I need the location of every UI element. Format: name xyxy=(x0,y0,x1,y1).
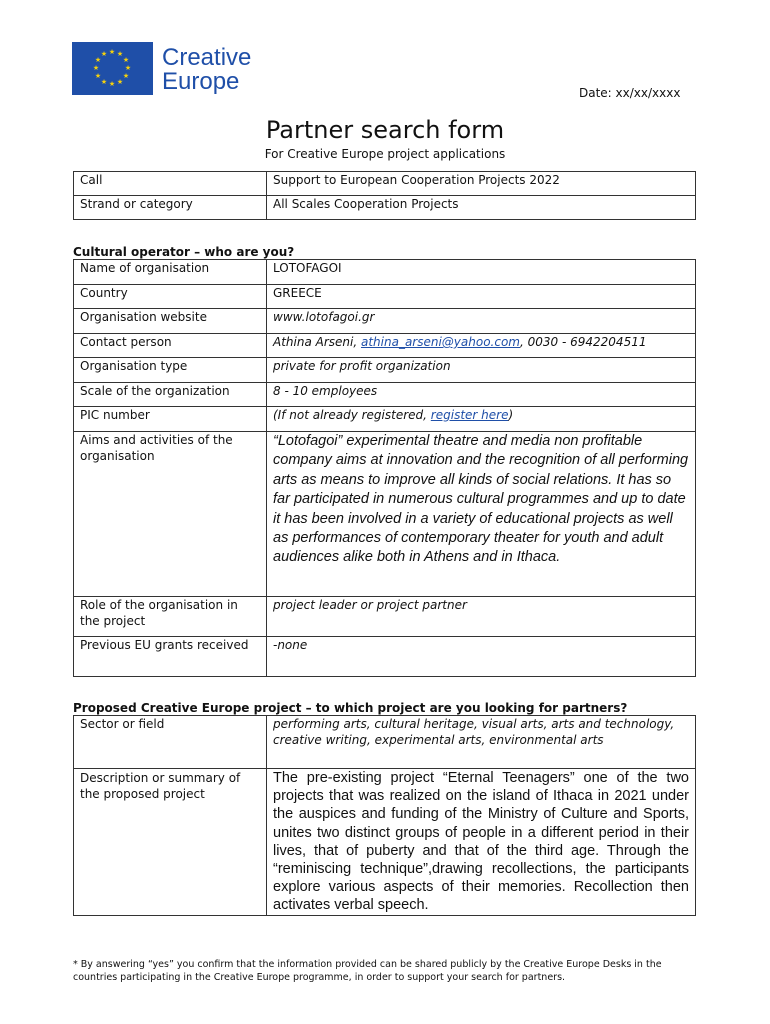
table-row xyxy=(74,597,696,637)
contact-email-link[interactable]: athina_arseni@yahoo.com xyxy=(360,335,520,349)
role-label: Role of the organisation in the project xyxy=(74,597,267,637)
table-row xyxy=(74,383,696,407)
pic-value xyxy=(267,407,696,432)
table-row xyxy=(74,637,696,677)
table-row xyxy=(74,309,696,334)
pic-label: PIC number xyxy=(74,407,267,432)
svg-text:★: ★ xyxy=(116,78,124,86)
description-label: Description or summary of the proposed project xyxy=(74,769,267,916)
footnote: * By answering “yes” you confirm that the information provided can be shared publicly by the Creative Europe Desks in the countries participating in the Creative Europe programme, in order to support your search for partners. xyxy=(73,959,662,983)
grants-label: Previous EU grants received xyxy=(74,637,267,677)
scale-label: Scale of the organization xyxy=(74,383,267,407)
pic-prefix: (If not already registered, xyxy=(273,408,431,422)
table-row xyxy=(74,334,696,358)
svg-text:★: ★ xyxy=(92,64,100,72)
org-name-value: LOTOFAGOI xyxy=(267,260,696,285)
pic-suffix: ) xyxy=(508,408,514,422)
table-row xyxy=(74,358,696,383)
logo-wordmark: Creative Europe xyxy=(162,44,252,95)
table-row xyxy=(74,196,696,220)
date-field: Date: xx/xx/xxxx xyxy=(579,86,681,100)
table-row xyxy=(74,769,696,916)
project-section-heading: Proposed Creative Europe project – to which project are you looking for partners? xyxy=(73,701,628,715)
operator-table xyxy=(73,259,696,677)
sector-label: Sector or field xyxy=(74,716,267,769)
contact-phone: , 0030 - 6942204511 xyxy=(520,335,647,349)
table-row xyxy=(74,285,696,309)
svg-text:★: ★ xyxy=(94,72,102,80)
contact-name: Athina Arseni, xyxy=(273,335,361,349)
strand-value: All Scales Cooperation Projects xyxy=(267,196,696,220)
role-value: project leader or project partner xyxy=(267,597,696,637)
table-row xyxy=(74,260,696,285)
register-here-link[interactable]: register here xyxy=(430,408,509,422)
call-value: Support to European Cooperation Projects 2022 xyxy=(267,172,696,196)
svg-text:★: ★ xyxy=(100,50,108,58)
country-value: GREECE xyxy=(267,285,696,309)
svg-text:★: ★ xyxy=(108,80,116,88)
call-label: Call xyxy=(74,172,267,196)
table-row xyxy=(74,716,696,769)
svg-text:★: ★ xyxy=(124,64,132,72)
svg-text:★: ★ xyxy=(122,72,130,80)
project-table xyxy=(73,715,696,916)
page-title: Partner search form xyxy=(265,116,505,144)
eu-flag-icon xyxy=(72,42,153,95)
table-row xyxy=(74,407,696,432)
table-row xyxy=(74,432,696,597)
scale-value: 8 - 10 employees xyxy=(267,383,696,407)
website-label: Organisation website xyxy=(74,309,267,334)
org-type-value: private for profit organization xyxy=(267,358,696,383)
contact-label: Contact person xyxy=(74,334,267,358)
svg-text:★: ★ xyxy=(108,48,116,56)
sector-value: performing arts, cultural heritage, visual arts, arts and technology, creative writing, experimental arts, environmental arts xyxy=(267,716,696,769)
svg-text:★: ★ xyxy=(122,56,130,64)
org-type-label: Organisation type xyxy=(74,358,267,383)
svg-text:★: ★ xyxy=(100,78,108,86)
page-subtitle: For Creative Europe project applications xyxy=(264,147,506,161)
country-label: Country xyxy=(74,285,267,309)
description-value: The pre-existing project “Eternal Teenagers” one of the two projects that was realized on the island of Ithaca in 2021 under the auspices and funding of the Ministry of Culture and Sports, unites two distinct groups of people in a different period in their lives, that of puberty and that of the third age. Through the “reminiscing technique”,drawing recollections, the participants explore various aspects of their memories. Recollection then activates verbal speech. xyxy=(267,769,696,916)
contact-value xyxy=(267,334,696,358)
strand-label: Strand or category xyxy=(74,196,267,220)
operator-section-heading: Cultural operator – who are you? xyxy=(73,245,295,259)
creative-europe-logo xyxy=(72,42,262,98)
table-row xyxy=(74,172,696,196)
org-name-label: Name of organisation xyxy=(74,260,267,285)
grants-value: -none xyxy=(267,637,696,677)
call-table xyxy=(73,171,696,220)
svg-text:★: ★ xyxy=(94,56,102,64)
aims-label: Aims and activities of the organisation xyxy=(74,432,267,597)
aims-value: “Lotofagoi” experimental theatre and media non profitable company aims at innovation and the recognition of all performing arts as means to improve all kinds of social relations. It has so far participated in numerous cultural programmes and up to date it has been involved in a variety of educational projects as well as performances of contemporary theater for youth and adult audiences alike both in Athens and in Ithaca. xyxy=(267,432,696,597)
website-value: www.lotofagoi.gr xyxy=(267,309,696,334)
svg-text:★: ★ xyxy=(116,50,124,58)
